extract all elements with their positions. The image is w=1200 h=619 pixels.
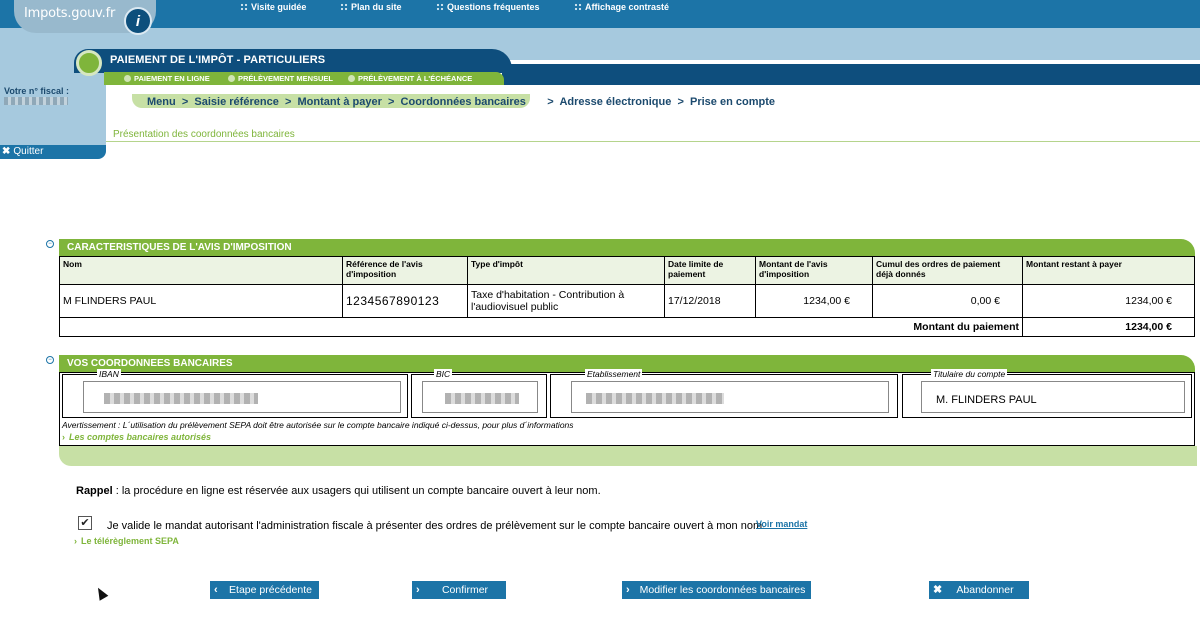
- col-header-restant: Montant restant à payer: [1023, 257, 1195, 285]
- cell-type: Taxe d'habitation - Contribution à l'audiovisuel public: [468, 285, 665, 318]
- dots-icon: [340, 3, 348, 11]
- site-logo[interactable]: Impots.gouv.fr: [24, 6, 116, 21]
- iban-field: [83, 381, 401, 413]
- etablissement-redacted: [586, 393, 724, 404]
- bic-label: BIC: [436, 369, 451, 379]
- fiscal-number-label: Votre n° fiscal :: [4, 86, 69, 96]
- bic-field: [422, 381, 538, 413]
- iban-redacted: [104, 393, 258, 404]
- cell-restant: 1234,00 €: [1023, 285, 1195, 318]
- collapse-toggle-icon[interactable]: −: [46, 356, 54, 364]
- confirm-button[interactable]: › Confirmer: [412, 581, 506, 599]
- col-header-date: Date limite de paiement: [665, 257, 756, 285]
- titulaire-value: M. FLINDERS PAUL: [936, 394, 1037, 406]
- col-header-nom: Nom: [60, 257, 343, 285]
- affichage-contraste-link[interactable]: Affichage contrasté: [574, 2, 669, 12]
- breadcrumb-step-prise: Prise en compte: [690, 96, 775, 108]
- total-row: [60, 318, 1195, 337]
- tab-paiement-en-ligne[interactable]: PAIEMENT EN LIGNE: [124, 74, 210, 83]
- total-value: 1234,00 €: [1023, 318, 1195, 337]
- tab-prelevement-echeance[interactable]: PRÉLÈVEMENT À L'ÉCHÉANCE: [348, 74, 472, 83]
- visite-guidee-link[interactable]: Visite guidée: [240, 2, 306, 12]
- questions-frequentes-link[interactable]: Questions fréquentes: [436, 2, 540, 12]
- iban-fieldset: [62, 369, 408, 418]
- breadcrumb-separator: >: [547, 96, 554, 108]
- cell-reference: 1234567890123: [343, 285, 468, 318]
- cell-nom: M FLINDERS PAUL: [60, 285, 343, 318]
- col-header-montant: Montant de l'avis d'imposition: [756, 257, 873, 285]
- breadcrumb-separator: >: [181, 96, 189, 108]
- plan-du-site-link[interactable]: Plan du site: [340, 2, 402, 12]
- rappel-note: Rappel : la procédure en ligne est réservée aux usagers qui utilisent un compte bancaire ouvert à leur nom.: [76, 485, 601, 497]
- bic-fieldset: [411, 369, 547, 418]
- checkmark-icon: ✔: [80, 517, 90, 529]
- voir-mandat-link[interactable]: Voir mandat: [756, 519, 808, 529]
- chevron-right-icon: ›: [416, 584, 420, 596]
- col-header-cumul: Cumul des ordres de paiement déjà donnés: [873, 257, 1023, 285]
- section-header-band: [502, 64, 1200, 85]
- cell-cumul: 0,00 €: [873, 285, 1023, 318]
- breadcrumb-separator: >: [387, 96, 395, 108]
- titulaire-fieldset: [902, 369, 1192, 418]
- breadcrumb-separator: >: [284, 96, 292, 108]
- col-header-type: Type d'impôt: [468, 257, 665, 285]
- breadcrumb-step-adresse: Adresse électronique: [559, 96, 672, 108]
- cell-date: 17/12/2018: [665, 285, 756, 318]
- chevron-right-icon: ›: [626, 584, 630, 596]
- tab-prelevement-mensuel[interactable]: PRÉLÈVEMENT MENSUEL: [228, 74, 333, 83]
- logo-emblem-icon: i: [124, 7, 152, 35]
- titulaire-field: [921, 381, 1185, 413]
- abandon-button[interactable]: ✖ Abandonner: [929, 581, 1029, 599]
- total-label: Montant du paiement: [60, 318, 1023, 337]
- breadcrumb-step-saisie: Saisie référence: [194, 96, 279, 108]
- dots-icon: [240, 3, 248, 11]
- close-icon: ✖: [933, 584, 943, 596]
- section-emblem-icon: [76, 50, 102, 76]
- cell-montant: 1234,00 €: [756, 285, 873, 318]
- dots-icon: [436, 3, 444, 11]
- breadcrumb: [147, 96, 775, 108]
- breadcrumb-step-montant: Montant à payer: [297, 96, 382, 108]
- bank-section-title: VOS COORDONNEES BANCAIRES: [59, 355, 1195, 372]
- etablissement-fieldset: [550, 369, 898, 418]
- modify-bank-details-button[interactable]: › Modifier les coordonnées bancaires: [622, 581, 811, 599]
- collapse-toggle-icon[interactable]: −: [46, 240, 54, 248]
- bullet-icon: [124, 75, 131, 82]
- chevron-left-icon: ‹: [214, 584, 218, 596]
- titulaire-label: Titulaire du compte: [933, 369, 1006, 379]
- fiscal-number-redacted: [4, 97, 68, 105]
- page-subtitle: Présentation des coordonnées bancaires: [113, 129, 295, 140]
- dots-icon: [574, 3, 582, 11]
- quit-button[interactable]: ✖ Quitter: [0, 145, 106, 159]
- previous-step-button[interactable]: ‹ Etape précédente: [210, 581, 319, 599]
- breadcrumb-step-menu: Menu: [147, 96, 176, 108]
- etablissement-label: Etablissement: [587, 369, 641, 379]
- iban-label: IBAN: [99, 369, 119, 379]
- breadcrumb-step-coordonnees: Coordonnées bancaires: [400, 96, 526, 108]
- mouse-cursor-icon: [94, 585, 109, 600]
- section-title: PAIEMENT DE L'IMPÔT - PARTICULIERS: [110, 54, 326, 66]
- sepa-warning: Avertissement : L´utilisation du prélèvement SEPA doit être autorisée sur le compte bancaire indiqué ci-dessus, pour plus d´informations: [62, 420, 574, 430]
- etablissement-field: [571, 381, 889, 413]
- breadcrumb-separator: >: [677, 96, 684, 108]
- divider: [106, 141, 1200, 142]
- avis-table: [59, 256, 1195, 337]
- comptes-autorises-link[interactable]: › Les comptes bancaires autorisés: [62, 432, 212, 442]
- chevron-right-icon: ›: [62, 432, 65, 442]
- close-icon: ✖: [2, 146, 11, 157]
- bullet-icon: [228, 75, 235, 82]
- bank-section-footer: [59, 446, 1197, 466]
- telereglement-sepa-link[interactable]: › Le télérèglement SEPA: [74, 536, 179, 546]
- mandate-label: Je valide le mandat autorisant l'administration fiscale à présenter des ordres de prélèvement sur le compte bancaire ouvert à mon nom.: [107, 520, 766, 532]
- bic-redacted: [445, 393, 519, 404]
- chevron-right-icon: ›: [74, 536, 77, 546]
- avis-section-title: CARACTERISTIQUES DE L'AVIS D'IMPOSITION: [59, 239, 1195, 256]
- bullet-icon: [348, 75, 355, 82]
- mandate-checkbox[interactable]: [78, 516, 92, 530]
- col-header-reference: Référence de l'avis d'imposition: [343, 257, 468, 285]
- table-row: [60, 285, 1195, 318]
